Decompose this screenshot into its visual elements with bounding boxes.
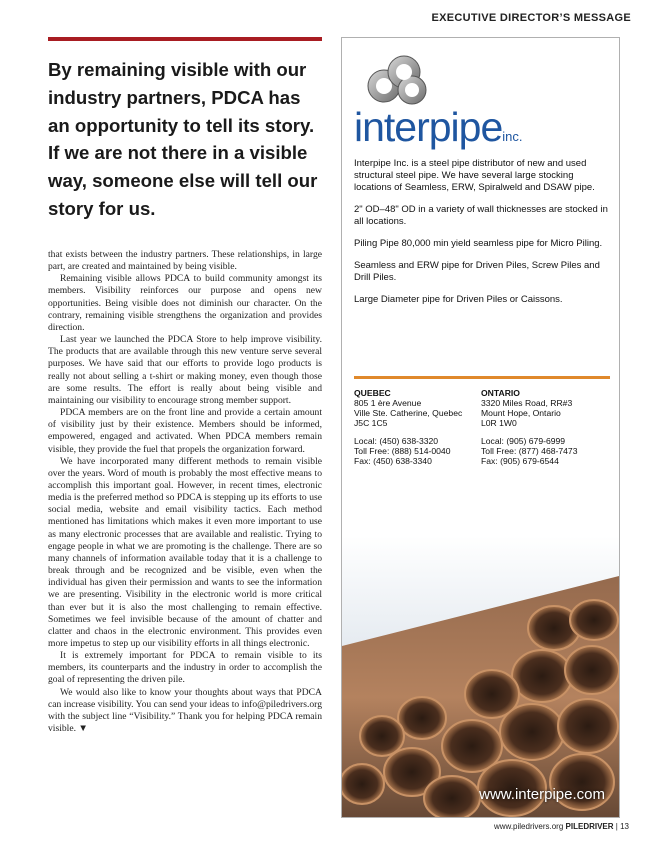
pipe-logo-icon (362, 52, 432, 108)
ad-paragraph: 2" OD–48" OD in a variety of wall thicknesses are stocked in all locations. (354, 204, 608, 227)
website-link[interactable]: www.interpipe.com (479, 786, 605, 803)
ad-paragraph: Seamless and ERW pipe for Driven Piles, Screw Piles and Drill Piles. (354, 260, 600, 283)
fax-number: Fax: (905) 679-6544 (481, 456, 559, 466)
paragraph: We would also like to know your thoughts about ways that PDCA can increase visibility. You can send your ideas to info@piledrivers.org with the subject line “Visibility.” Thank you for helping PDCA remain visible. ▼ (48, 686, 322, 735)
region-label: QUEBEC (354, 388, 391, 398)
paragraph: PDCA members are on the front line and provide a certain amount of visibility just by their existence. Members should be informed, empowered, engaged and activated. When PDCA members remain visible, they provide the fuel that propels the organization forward. (48, 407, 322, 455)
paragraph: Remaining visible allows PDCA to build community amongst its members. Visibility reinforces our purpose and opens new opportunities. Being visible does not diminish our character. On the contrary, remaining visible strengthens the organization and provides direction. (48, 273, 322, 333)
paragraph: We have incorporated many different methods to remain visible over the years. Word of mouth is probably the most effective means to accomplish this important goal. However, in recent times, electronic media is the preferred method so PDCA is stepping up its efforts to use social media, website and email visibility tactics. Each method mentioned has limitations which makes it even more important to use as many electronic processes that are available and realistic. Trying to engage people in what we are promoting is the challenge. There are so many channels of information available today that it is a challenge to break through and be recognized and be visible, even when the individual has given their permission and wants to see the information we are presenting. Visibility in the electronic world is more critical than ever but it is also the most challenging to remain effective. Sometimes we feel invisible because of the amount of chatter and clatter and chaos in the electronic environment. This provides even more impetus to step up our visibility efforts in all things electronic. (48, 455, 322, 649)
tollfree-phone: Toll Free: (877) 468-7473 (481, 446, 578, 456)
page-number: 13 (620, 822, 629, 831)
fax-number: Fax: (450) 638-3340 (354, 456, 432, 466)
pull-quote: By remaining visible with our industry partners, PDCA has an opportunity to tell its story. If we are not there in a visible way, someone else will tell our story for us. (48, 59, 318, 219)
ad-copy (354, 158, 612, 316)
address-line: 805 1 ère Avenue (354, 398, 422, 408)
ontario-contact (481, 388, 611, 466)
postal-code: J5C 1C5 (354, 418, 388, 428)
brand-name: interpipe (354, 104, 503, 150)
region-label: ONTARIO (481, 388, 520, 398)
paragraph: Last year we launched the PDCA Store to help improve visibility. The products that are available through this new venture serve several purposes. We have said that our efforts to provide logo products is really not about selling a t-shirt or making money, even though those are some results. The effort is really about being visible and maintaining our visibility to encourage strong member support. (48, 334, 322, 406)
postal-code: L0R 1W0 (481, 418, 517, 428)
tollfree-phone: Toll Free: (888) 514-0040 (354, 446, 451, 456)
page-footer (494, 822, 629, 831)
ad-paragraph: Interpipe Inc. is a steel pipe distributor of new and used structural steel pipe. We have several large stocking locations of Seamless, ERW, Spiralweld and DSAW pipe. (354, 158, 595, 193)
local-phone: Local: (905) 679-6999 (481, 436, 566, 446)
orange-divider (354, 376, 610, 379)
footer-magazine: PILEDRIVER (565, 822, 614, 831)
brand-logo (354, 104, 523, 151)
interpipe-advertisement[interactable] (341, 37, 620, 818)
quebec-contact (354, 388, 479, 466)
address-line: Ville Ste. Catherine, Quebec (354, 408, 463, 418)
address-line: 3320 Miles Road, RR#3 (481, 398, 573, 408)
pipe-stack-photo (342, 536, 619, 818)
ad-paragraph: Piling Pipe 80,000 min yield seamless pipe for Micro Piling. (354, 238, 603, 249)
footer-separator: | (615, 822, 618, 831)
local-phone: Local: (450) 638-3320 (354, 436, 439, 446)
paragraph: that exists between the industry partners. These relationships, in large part, are created and maintained by being visible. (48, 249, 322, 273)
brand-suffix: inc. (502, 129, 523, 144)
red-divider (48, 37, 322, 41)
paragraph: It is extremely important for PDCA to remain visible to its members, its counterparts and the industry in order to accomplish the goal of representing the driven pile. (48, 650, 322, 686)
ad-paragraph: Large Diameter pipe for Driven Piles or Caissons. (354, 294, 563, 305)
section-header: EXECUTIVE DIRECTOR’S MESSAGE (431, 12, 631, 24)
footer-site: www.piledrivers.org (493, 822, 564, 831)
address-line: Mount Hope, Ontario (481, 408, 561, 418)
article-body (48, 249, 322, 735)
